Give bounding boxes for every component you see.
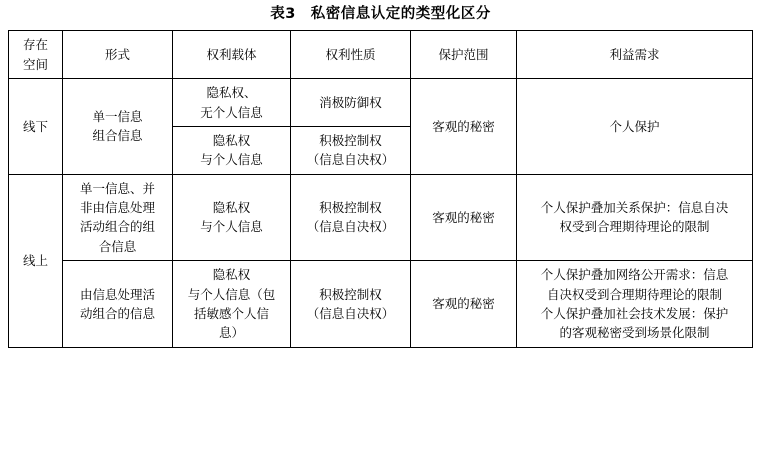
cell-scope-online-2: 客观的秘密 [411, 261, 517, 348]
cell-form-online-2 [63, 261, 173, 348]
cell-carrier-online-2 [173, 261, 291, 348]
cell-interest-online-1 [517, 174, 753, 261]
table-row [9, 79, 753, 127]
carrier-online2-line2: 与个人信息（包 [187, 286, 276, 302]
header-cell-nature: 权利性质 [291, 31, 411, 79]
form-online2-line2: 动组合的信息 [79, 305, 155, 321]
carrier-offline-a-line2: 无个人信息 [200, 104, 263, 120]
form-offline-line2: 组合信息 [92, 128, 143, 144]
interest-online2-line4: 的客观秘密受到场景化限制 [559, 325, 710, 341]
nature-online2-line1: 积极控制权 [319, 286, 382, 302]
cell-space-online: 线上 [9, 174, 63, 347]
cell-form-online-1 [63, 174, 173, 261]
header-cell-space [9, 31, 63, 79]
form-offline-line1: 单一信息 [92, 109, 143, 125]
cell-form-offline [63, 79, 173, 175]
form-online1-line2: 非由信息处理 [79, 200, 155, 216]
carrier-online2-line1: 隐私权 [212, 267, 251, 283]
classification-table [8, 30, 753, 347]
carrier-offline-a-line1: 隐私权、 [206, 85, 257, 101]
header-cell-interest: 利益需求 [517, 31, 753, 79]
cell-scope-online-1: 客观的秘密 [411, 174, 517, 261]
cell-interest-offline: 个人保护 [517, 79, 753, 175]
interest-online1-line1: 个人保护叠加关系保护：信息自决 [540, 200, 729, 216]
interest-online2-line3: 个人保护叠加社会技术发展：保护 [540, 305, 729, 321]
cell-carrier-offline-b [173, 126, 291, 174]
table-row [9, 261, 753, 348]
form-online1-line3: 活动组合的组 [79, 219, 155, 235]
header-cell-form: 形式 [63, 31, 173, 79]
cell-carrier-online-1 [173, 174, 291, 261]
cell-carrier-offline-a [173, 79, 291, 127]
table-header-row [9, 31, 753, 79]
form-online2-line1: 由信息处理活 [79, 286, 155, 302]
table-row [9, 174, 753, 261]
nature-offline-b-line1: 积极控制权 [319, 132, 382, 148]
nature-online1-line1: 积极控制权 [319, 200, 382, 216]
cell-scope-offline: 客观的秘密 [411, 79, 517, 175]
carrier-online2-line4: 息） [218, 325, 244, 341]
form-online1-line1: 单一信息、并 [79, 180, 155, 196]
cell-space-offline: 线下 [9, 79, 63, 175]
cell-nature-offline-b [291, 126, 411, 174]
interest-online1-line2: 权受到合理期待理论的限制 [559, 219, 710, 235]
carrier-offline-b-line2: 与个人信息 [200, 152, 263, 168]
header-space-line1: 存在 [22, 37, 48, 53]
nature-online2-line2: （信息自决权） [306, 305, 395, 321]
header-cell-scope: 保护范围 [411, 31, 517, 79]
cell-interest-online-2 [517, 261, 753, 348]
cell-nature-online-2 [291, 261, 411, 348]
form-online1-line4: 合信息 [98, 238, 137, 254]
carrier-online1-line1: 隐私权 [212, 200, 251, 216]
nature-online1-line2: （信息自决权） [306, 219, 395, 235]
header-cell-carrier: 权利载体 [173, 31, 291, 79]
carrier-online1-line2: 与个人信息 [200, 219, 263, 235]
cell-nature-offline-a: 消极防御权 [291, 79, 411, 127]
carrier-online2-line3: 括敏感个人信 [193, 305, 269, 321]
interest-online2-line1: 个人保护叠加网络公开需求：信息 [540, 267, 729, 283]
carrier-offline-b-line1: 隐私权 [212, 132, 251, 148]
interest-online2-line2: 自决权受到合理期待理论的限制 [546, 286, 722, 302]
cell-nature-online-1 [291, 174, 411, 261]
header-space-line2: 空间 [22, 56, 48, 72]
nature-offline-b-line2: （信息自决权） [306, 152, 395, 168]
table-title: 表3 私密信息认定的类型化区分 [270, 6, 491, 22]
